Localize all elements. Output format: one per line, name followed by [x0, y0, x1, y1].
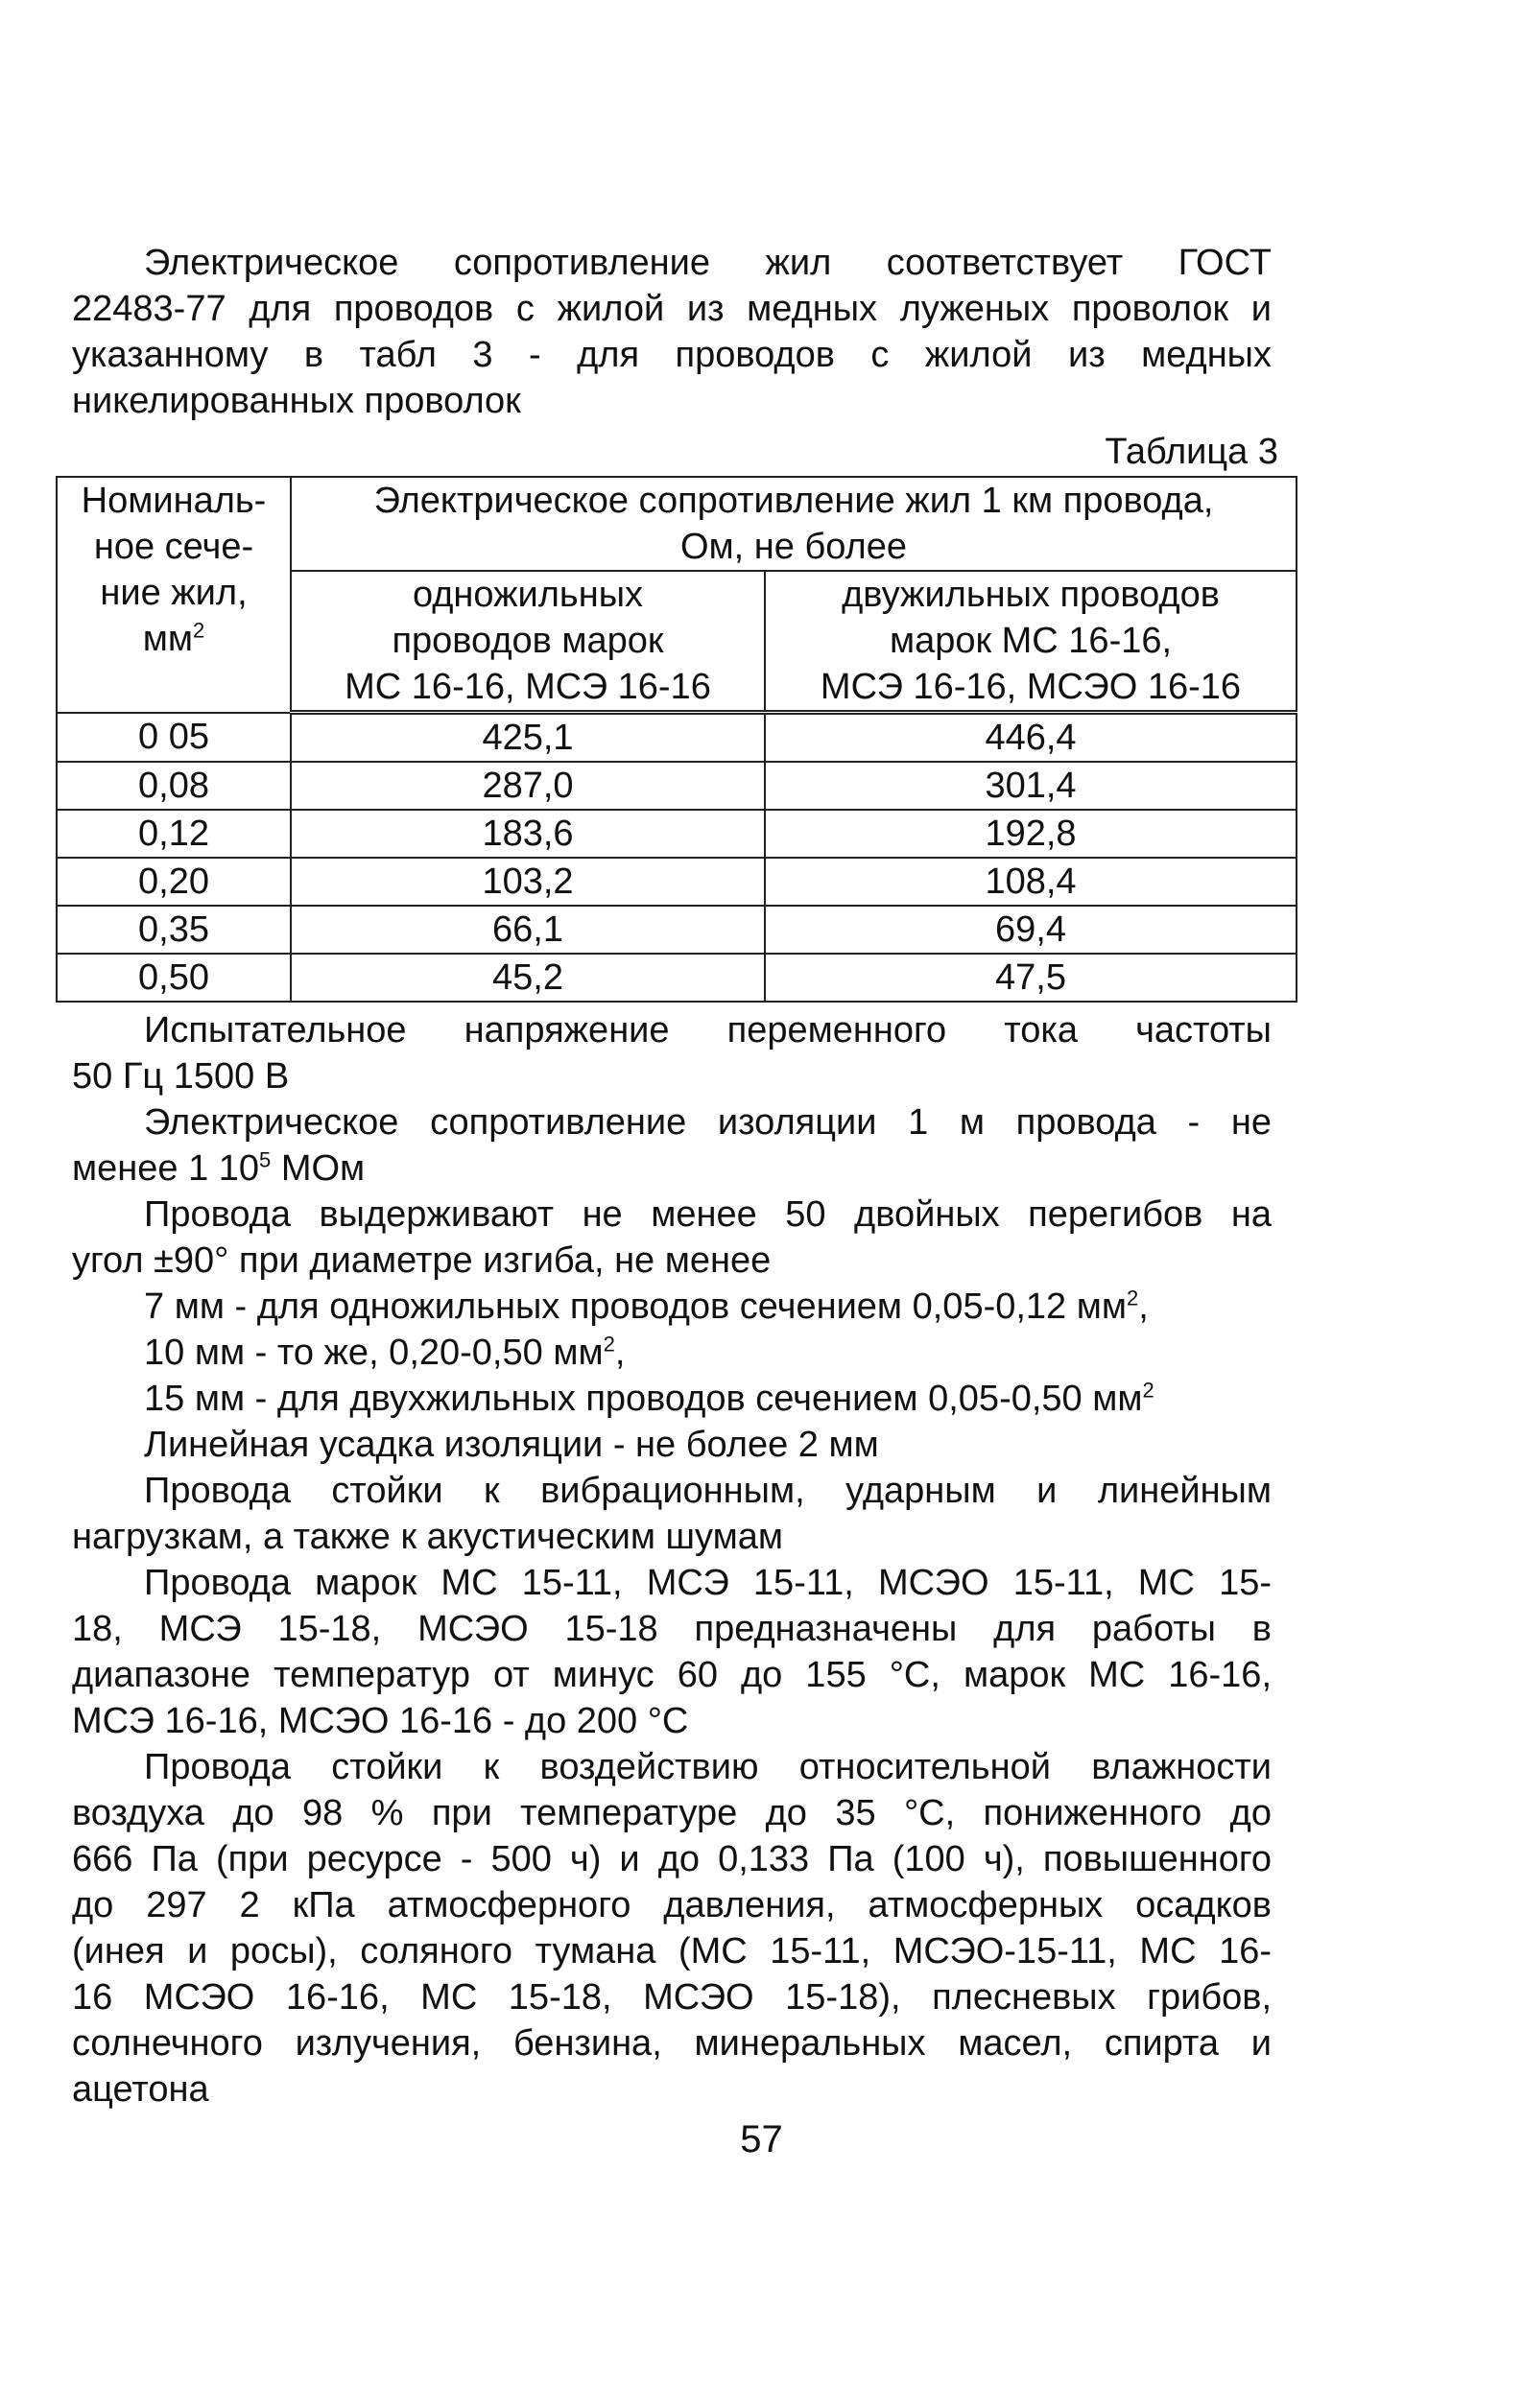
header-two-core [765, 571, 1297, 713]
intro-paragraph [72, 240, 1272, 424]
text-line: указанному в табл 3 - для проводов с жилой из медных [72, 335, 1272, 375]
text-line: 16 МСЭО 16-16, МС 15-18, МСЭО 15-18), плесневых грибов, [72, 1977, 1272, 2018]
header-cross-section [57, 477, 291, 713]
text-line: Электрическое сопротивление изоляции 1 м провода - не [144, 1102, 1272, 1143]
body-text [72, 1007, 1272, 2113]
table-cell: 446,4 [765, 713, 1297, 763]
text-line: до 297 2 кПа атмосферного давления, атмосферных осадков [72, 1885, 1272, 1925]
header-text: ное сече- [93, 527, 254, 567]
text-line [72, 1284, 1272, 1330]
table-row [57, 810, 1297, 858]
text-line [72, 1376, 1272, 1422]
header-text: Ом, не более [680, 527, 907, 567]
table-cell: 66,1 [291, 906, 765, 954]
text-line: диапазоне температур от минус 60 до 155 °С, марок МС 16-16, [72, 1655, 1272, 1695]
text-line: нагрузкам, а также к акустическим шумам [72, 1517, 783, 1557]
table-cell: 108,4 [765, 858, 1297, 906]
text-line [72, 1330, 1272, 1376]
table-cell: 45,2 [291, 954, 765, 1002]
text-line: Электрическое сопротивление жил соответствует ГОСТ [144, 243, 1272, 283]
text-line: никелированных проволок [72, 381, 521, 421]
header-text: Номиналь- [81, 481, 267, 521]
table-cell: 287,0 [291, 762, 765, 810]
header-text: марок МС 16-16, [889, 621, 1173, 661]
table-row [57, 762, 1297, 810]
text-fragment: менее 1 10 [72, 1148, 260, 1189]
text-line: Линейная усадка изоляции - не более 2 мм [144, 1425, 879, 1465]
table-row [57, 858, 1297, 906]
header-text: МСЭ 16-16, МСЭО 16-16 [820, 667, 1242, 707]
table-cell: 301,4 [765, 762, 1297, 810]
table-cell: 0 05 [57, 713, 291, 763]
table-cell: 183,6 [291, 810, 765, 858]
table-cell: 192,8 [765, 810, 1297, 858]
text-line: солнечного излучения, бензина, минеральных масел, спирта и [72, 2023, 1272, 2064]
table-cell: 0,08 [57, 762, 291, 810]
superscript: 5 [259, 1147, 272, 1172]
text-fragment: 10 мм - то же, 0,20-0,50 мм [144, 1333, 604, 1373]
header-text: двужильных проводов [842, 575, 1220, 615]
text-line: Провода марок МС 15-11, МСЭ 15-11, МСЭО 15-11, МС 15- [144, 1563, 1272, 1603]
header-text: мм [142, 619, 193, 659]
page-number: 57 [740, 2118, 783, 2160]
header-text: проводов марок [392, 621, 664, 661]
table-cell: 425,1 [291, 713, 765, 763]
text-fragment: 7 мм - для одножильных проводов сечением 0,05-0,12 мм [144, 1287, 1127, 1327]
text-line: МСЭ 16-16, МСЭО 16-16 - до 200 °С [72, 1701, 689, 1741]
text-fragment: , [614, 1333, 626, 1373]
text-line: угол ±90° при диаметре изгиба, не менее [72, 1240, 772, 1281]
table-cell: 0,12 [57, 810, 291, 858]
text-line: Провода выдерживают не менее 50 двойных перегибов на [144, 1194, 1272, 1235]
table-cell: 0,20 [57, 858, 291, 906]
text-line: 22483-77 для проводов с жилой из медных луженых проволок и [72, 289, 1272, 329]
superscript: 2 [1127, 1286, 1139, 1310]
text-line [72, 1145, 1272, 1192]
table-row [57, 906, 1297, 954]
header-text: ние жил, [100, 573, 248, 613]
table-row [57, 713, 1297, 763]
text-line: (инея и росы), соляного тумана (МС 15-11, МСЭО-15-11, МС 16- [72, 1931, 1272, 1971]
text-fragment: , [1138, 1287, 1149, 1327]
table-cell: 103,2 [291, 858, 765, 906]
header-text: одножильных [412, 575, 644, 615]
table-row [57, 954, 1297, 1002]
text-line: воздуха до 98 % при температуре до 35 °С, пониженного до [72, 1793, 1272, 1833]
table-caption: Таблица 3 [1105, 432, 1278, 472]
resistance-table [56, 476, 1297, 1003]
text-line: Испытательное напряжение переменного тока частоты [144, 1010, 1272, 1051]
table-cell: 0,50 [57, 954, 291, 1002]
table-cell: 0,35 [57, 906, 291, 954]
text-line: 18, МСЭ 15-18, МСЭО 15-18 предназначены для работы в [72, 1609, 1272, 1649]
text-line: 666 Па (при ресурсе - 500 ч) и до 0,133 Па (100 ч), повышенного [72, 1839, 1272, 1879]
text-fragment: МОм [271, 1148, 366, 1189]
header-text: МС 16-16, МСЭ 16-16 [345, 667, 711, 707]
header-single-core [291, 571, 765, 713]
table-cell: 69,4 [765, 906, 1297, 954]
text-fragment: 15 мм - для двухжильных проводов сечением 0,05-0,50 мм [144, 1379, 1143, 1419]
text-line: 50 Гц 1500 В [72, 1056, 290, 1097]
header-resistance-group [291, 477, 1297, 571]
superscript: 2 [193, 618, 205, 643]
table-cell: 47,5 [765, 954, 1297, 1002]
text-line: Провода стойки к вибрационным, ударным и линейным [144, 1471, 1272, 1511]
text-line: ацетона [72, 2069, 209, 2110]
text-line: Провода стойки к воздействию относительной влажности [144, 1747, 1272, 1787]
superscript: 2 [603, 1332, 615, 1357]
header-text: Электрическое сопротивление жил 1 км провода, [373, 481, 1214, 521]
superscript: 2 [1142, 1378, 1154, 1403]
